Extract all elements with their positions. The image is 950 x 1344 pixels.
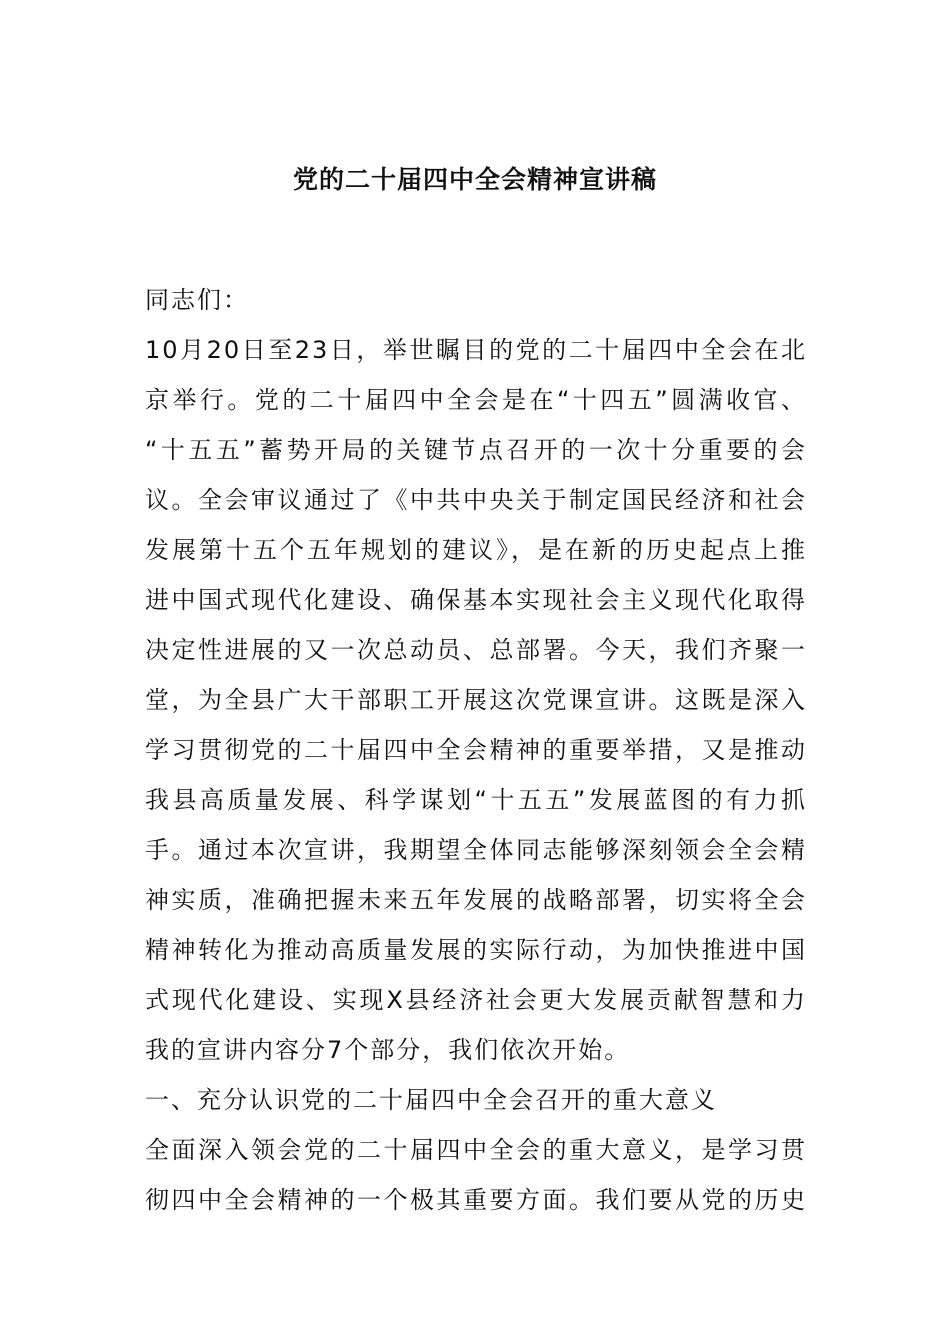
text-line: 堂，为全县广大干部职工开展这次党课宣讲。这既是深入 bbox=[145, 686, 807, 714]
document-title: 党的二十届四中全会精神宣讲稿 bbox=[292, 165, 657, 194]
document-body bbox=[145, 275, 807, 1225]
text-line: 京举行。党的二十届四中全会是在“十四五”圆满收官、 bbox=[145, 386, 807, 414]
text-line: 手。通过本次宣讲，我期望全体同志能够深刻领会全会精 bbox=[145, 836, 807, 864]
text-line: 我的宣讲内容分7个部分，我们依次开始。 bbox=[145, 1036, 631, 1064]
text-line: 精神转化为推动高质量发展的实际行动，为加快推进中国 bbox=[145, 936, 807, 964]
text-line: 进中国式现代化建设、确保基本实现社会主义现代化取得 bbox=[145, 586, 807, 614]
text-line: 同志们： bbox=[145, 286, 249, 314]
text-line: 全面深入领会党的二十届四中全会的重大意义，是学习贯 bbox=[145, 1136, 807, 1164]
text-line: “十五五”蓄势开局的关键节点召开的一次十分重要的会 bbox=[145, 436, 807, 464]
text-line: 式现代化建设、实现X县经济社会更大发展贡献智慧和力 bbox=[145, 986, 807, 1014]
text-line: 一、充分认识党的二十届四中全会召开的重大意义 bbox=[145, 1086, 717, 1114]
text-line: 彻四中全会精神的一个极其重要方面。我们要从党的历史 bbox=[145, 1186, 807, 1214]
text-line: 神实质，准确把握未来五年发展的战略部署，切实将全会 bbox=[145, 886, 807, 914]
text-line: 议。全会审议通过了《中共中央关于制定国民经济和社会 bbox=[145, 486, 807, 514]
text-line: 10月20日至23日，举世瞩目的党的二十届四中全会在北 bbox=[145, 336, 807, 364]
text-line: 我县高质量发展、科学谋划“十五五”发展蓝图的有力抓 bbox=[145, 786, 807, 814]
text-line: 发展第十五个五年规划的建议》，是在新的历史起点上推 bbox=[145, 536, 807, 564]
text-line: 决定性进展的又一次总动员、总部署。今天，我们齐聚一 bbox=[145, 636, 807, 664]
text-line: 学习贯彻党的二十届四中全会精神的重要举措，又是推动 bbox=[145, 736, 807, 764]
